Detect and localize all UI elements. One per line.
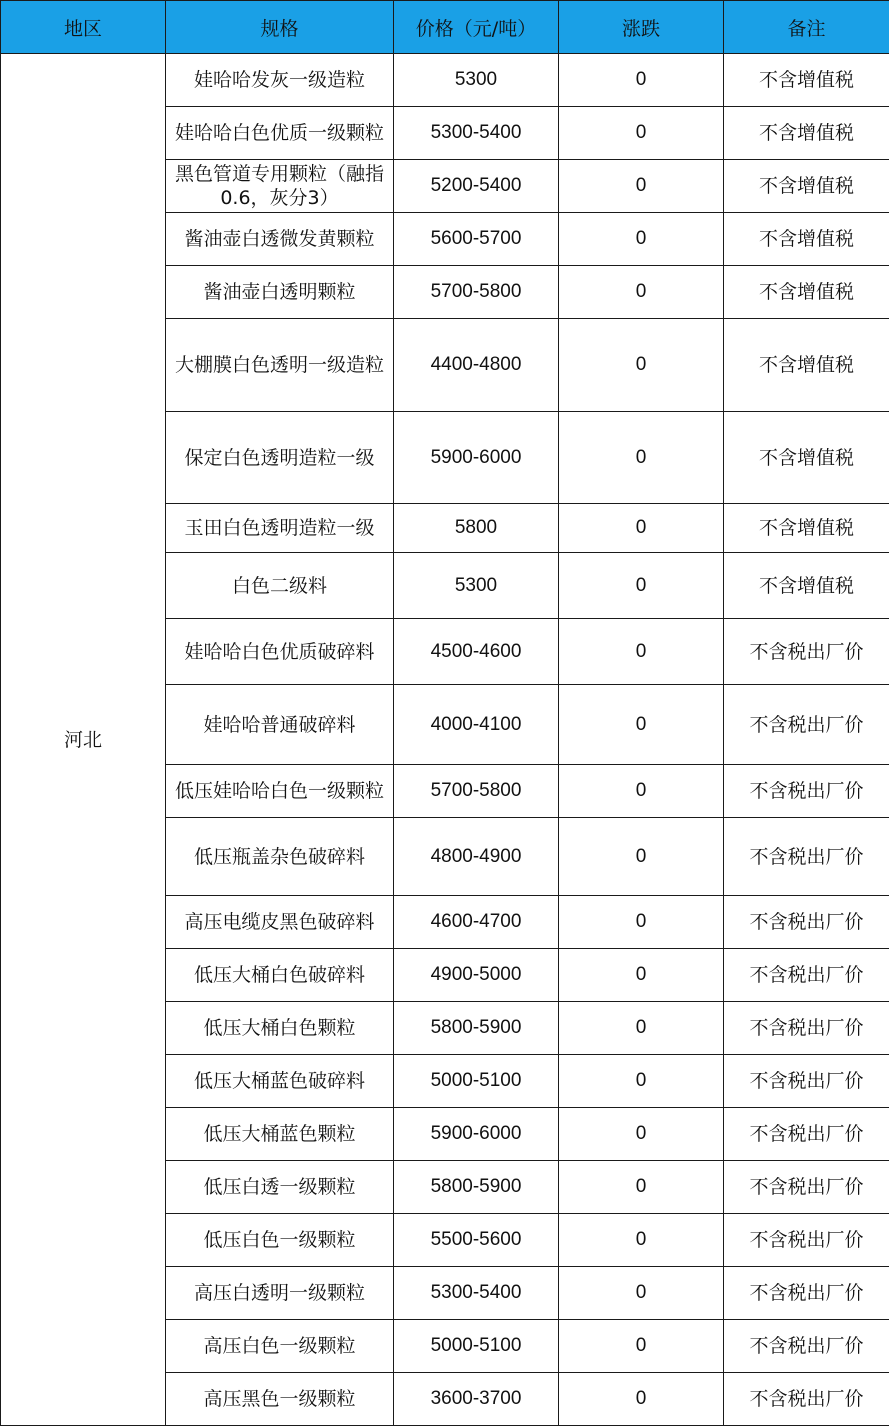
change-cell: 0	[559, 1373, 724, 1426]
spec-cell: 高压电缆皮黑色破碎料	[166, 896, 394, 949]
note-cell: 不含税出厂价	[724, 1055, 889, 1108]
spec-cell: 低压大桶蓝色颗粒	[166, 1108, 394, 1161]
spec-cell: 娃哈哈白色优质破碎料	[166, 619, 394, 685]
spec-cell: 低压瓶盖杂色破碎料	[166, 818, 394, 896]
spec-cell: 娃哈哈发灰一级造粒	[166, 54, 394, 107]
note-cell: 不含税出厂价	[724, 896, 889, 949]
table-row	[1, 54, 889, 107]
change-cell: 0	[559, 1320, 724, 1373]
change-cell: 0	[559, 319, 724, 412]
spec-cell: 娃哈哈普通破碎料	[166, 685, 394, 765]
change-cell: 0	[559, 504, 724, 553]
header-spec: 规格	[166, 1, 394, 54]
price-cell: 4600-4700	[394, 896, 559, 949]
change-cell: 0	[559, 1214, 724, 1267]
price-cell: 5300	[394, 54, 559, 107]
price-cell: 5800-5900	[394, 1161, 559, 1214]
note-cell: 不含税出厂价	[724, 1002, 889, 1055]
price-cell: 5900-6000	[394, 1108, 559, 1161]
note-cell: 不含增值税	[724, 160, 889, 213]
price-cell: 5700-5800	[394, 266, 559, 319]
change-cell: 0	[559, 553, 724, 619]
note-cell: 不含税出厂价	[724, 1320, 889, 1373]
spec-cell: 高压白色一级颗粒	[166, 1320, 394, 1373]
change-cell: 0	[559, 213, 724, 266]
change-cell: 0	[559, 1267, 724, 1320]
note-cell: 不含增值税	[724, 319, 889, 412]
spec-cell: 娃哈哈白色优质一级颗粒	[166, 107, 394, 160]
price-cell: 5600-5700	[394, 213, 559, 266]
price-cell: 5500-5600	[394, 1214, 559, 1267]
note-cell: 不含税出厂价	[724, 1161, 889, 1214]
price-cell: 4800-4900	[394, 818, 559, 896]
change-cell: 0	[559, 949, 724, 1002]
change-cell: 0	[559, 896, 724, 949]
change-cell: 0	[559, 1055, 724, 1108]
price-cell: 5700-5800	[394, 765, 559, 818]
price-cell: 5300	[394, 553, 559, 619]
change-cell: 0	[559, 619, 724, 685]
spec-cell: 低压大桶白色颗粒	[166, 1002, 394, 1055]
region-cell: 河北	[1, 54, 166, 1426]
price-cell: 3600-3700	[394, 1373, 559, 1426]
price-cell: 5800	[394, 504, 559, 553]
change-cell: 0	[559, 160, 724, 213]
header-note: 备注	[724, 1, 889, 54]
spec-cell: 高压白透明一级颗粒	[166, 1267, 394, 1320]
price-cell: 5300-5400	[394, 107, 559, 160]
spec-cell: 高压黑色一级颗粒	[166, 1373, 394, 1426]
spec-cell: 酱油壶白透明颗粒	[166, 266, 394, 319]
note-cell: 不含税出厂价	[724, 949, 889, 1002]
spec-cell: 低压大桶蓝色破碎料	[166, 1055, 394, 1108]
header-region: 地区	[1, 1, 166, 54]
change-cell: 0	[559, 765, 724, 818]
spec-cell: 低压白色一级颗粒	[166, 1214, 394, 1267]
change-cell: 0	[559, 818, 724, 896]
price-cell: 5200-5400	[394, 160, 559, 213]
price-cell: 4400-4800	[394, 319, 559, 412]
change-cell: 0	[559, 107, 724, 160]
spec-cell: 大棚膜白色透明一级造粒	[166, 319, 394, 412]
note-cell: 不含税出厂价	[724, 1373, 889, 1426]
spec-cell: 白色二级料	[166, 553, 394, 619]
note-cell: 不含增值税	[724, 213, 889, 266]
header-row	[1, 1, 889, 54]
note-cell: 不含税出厂价	[724, 1214, 889, 1267]
note-cell: 不含税出厂价	[724, 685, 889, 765]
change-cell: 0	[559, 1002, 724, 1055]
price-cell: 4000-4100	[394, 685, 559, 765]
change-cell: 0	[559, 412, 724, 504]
note-cell: 不含增值税	[724, 504, 889, 553]
note-cell: 不含税出厂价	[724, 1108, 889, 1161]
note-cell: 不含增值税	[724, 266, 889, 319]
change-cell: 0	[559, 685, 724, 765]
note-cell: 不含增值税	[724, 107, 889, 160]
price-cell: 5900-6000	[394, 412, 559, 504]
header-price: 价格（元/吨）	[394, 1, 559, 54]
note-cell: 不含税出厂价	[724, 765, 889, 818]
note-cell: 不含增值税	[724, 553, 889, 619]
spec-cell: 低压白透一级颗粒	[166, 1161, 394, 1214]
header-change: 涨跌	[559, 1, 724, 54]
change-cell: 0	[559, 54, 724, 107]
spec-cell: 低压大桶白色破碎料	[166, 949, 394, 1002]
spec-cell: 酱油壶白透微发黄颗粒	[166, 213, 394, 266]
note-cell: 不含税出厂价	[724, 619, 889, 685]
price-cell: 4900-5000	[394, 949, 559, 1002]
spec-cell: 保定白色透明造粒一级	[166, 412, 394, 504]
note-cell: 不含税出厂价	[724, 818, 889, 896]
spec-cell: 黑色管道专用颗粒（融指0.6，灰分3）	[166, 160, 394, 213]
change-cell: 0	[559, 266, 724, 319]
price-cell: 5000-5100	[394, 1055, 559, 1108]
note-cell: 不含增值税	[724, 412, 889, 504]
spec-cell: 低压娃哈哈白色一级颗粒	[166, 765, 394, 818]
change-cell: 0	[559, 1161, 724, 1214]
price-cell: 4500-4600	[394, 619, 559, 685]
price-cell: 5300-5400	[394, 1267, 559, 1320]
note-cell: 不含税出厂价	[724, 1267, 889, 1320]
spec-cell: 玉田白色透明造粒一级	[166, 504, 394, 553]
change-cell: 0	[559, 1108, 724, 1161]
note-cell: 不含增值税	[724, 54, 889, 107]
price-cell: 5000-5100	[394, 1320, 559, 1373]
price-cell: 5800-5900	[394, 1002, 559, 1055]
